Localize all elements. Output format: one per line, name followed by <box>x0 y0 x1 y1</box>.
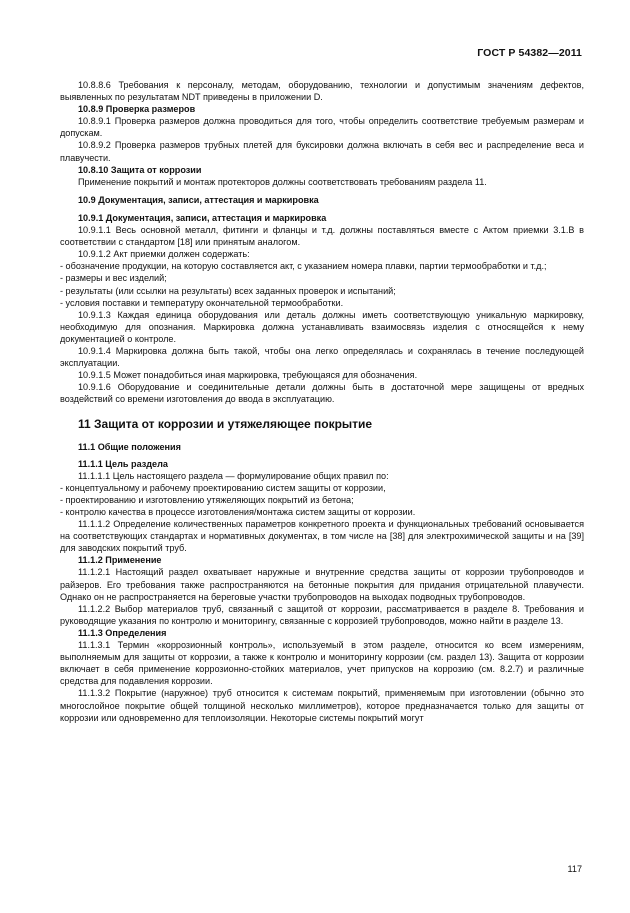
list-item: - проектированию и изготовлению утяжеляющих покрытий из бетона; <box>60 494 354 505</box>
paragraph: 10.9.1.4 Маркировка должна быть такой, чтобы она легко определялась и сохранялась в течение последующей эксплуатации. <box>60 345 584 369</box>
list-item: - концептуальному и рабочему проектированию систем защиты от коррозии, <box>60 482 386 493</box>
paragraph: 10.8.9.1 Проверка размеров должна проводиться для того, чтобы определить соответствие требуемым размерам и допускам. <box>60 116 584 139</box>
subsection-heading: 11.1.3 Определения <box>78 627 167 638</box>
paragraph: 11.1.2.2 Выбор материалов труб, связанный с защитой от коррозии, рассматривается в разделе 8. Требования и руководящие указания по контролю и мониторингу, связанные с коррозией трубопроводов, можно найти в разделе 13. <box>60 603 584 626</box>
section-heading: 11.1 Общие положения <box>78 441 181 452</box>
document-header: ГОСТ Р 54382—2011 <box>477 47 582 59</box>
list-item: - контролю качества в процессе изготовления/монтажа систем защиты от коррозии. <box>60 507 416 517</box>
list-item: - обозначение продукции, на которую составляется акт, с указанием номера плавки, партии термообработки и т.д.; <box>60 261 547 272</box>
subsection-heading: 10.9.1 Документация, записи, аттестация и маркировка <box>78 212 327 223</box>
list-item: - условия поставки и температуру окончательной термообработки. <box>60 297 344 308</box>
paragraph: 11.1.2.1 Настоящий раздел охватывает наружные и внутренние средства защиты от коррозии трубопроводов и райзеров. Его требования также распространяются на бетонные покрытия для придания отрицательной плавучести. Однако он не распространяется на береговые участки трубопроводов на выходах подводных трубопроводов. <box>60 567 584 602</box>
paragraph: 11.1.1.2 Определение количественных параметров конкретного проекта и функциональных требований основывается на соответствующих стандартах и нормативных документах, в том числе на [38] для электрохимической защиты и на [39] для заводских покрытий труб. <box>60 519 584 554</box>
subsection-heading: 10.8.10 Защита от коррозии <box>78 164 202 175</box>
paragraph: 11.1.1.1 Цель настоящего раздела — формулирование общих правил по: <box>78 470 389 481</box>
paragraph: 10.9.1.3 Каждая единица оборудования или деталь должны иметь соответствующую уникальную маркировку, необходимую для опознания. Маркировка должна устанавливать взаимосвязь изделия с относящейся к нему документацией о контроле. <box>60 309 584 344</box>
paragraph: 10.9.1.5 Может понадобиться иная маркировка, требующаяся для обозначения. <box>78 370 418 381</box>
document-body <box>60 79 584 724</box>
subsection-heading: 11.1.1 Цель раздела <box>78 458 168 469</box>
subsection-heading: 10.8.9 Проверка размеров <box>78 104 196 115</box>
list-item: - результаты (или ссылки на результаты) всех заданных проверок и испытаний; <box>60 285 396 296</box>
paragraph: 10.9.1.6 Оборудование и соединительные детали должны быть в достаточной мере защищены от вредных воздействий со времени изготовления до ввода в эксплуатацию. <box>60 382 584 405</box>
page-number: 117 <box>567 864 582 874</box>
paragraph: 10.8.9.2 Проверка размеров трубных плетей для буксировки должна включать в себя вес и распределение веса и плавучести. <box>60 140 584 163</box>
paragraph: 10.8.8.6 Требования к персоналу, методам, оборудованию, технологии и допустимым значениям дефектов, выявленных по результатам NDT приведены в приложении D. <box>60 80 584 103</box>
section-heading: 10.9 Документация, записи, аттестация и маркировка <box>78 194 319 205</box>
paragraph: 10.9.1.2 Акт приемки должен содержать: <box>78 249 250 260</box>
list-item: - размеры и вес изделий; <box>60 273 167 284</box>
paragraph: 10.9.1.1 Весь основной металл, фитинги и фланцы и т.д. должны поставляться вместе с Актом приемки 3.1.B в соответствии с стандартом [18] или принятым аналогом. <box>60 225 584 248</box>
paragraph: Применение покрытий и монтаж протекторов должны соответствовать требованиям раздела 11. <box>78 176 487 187</box>
subsection-heading: 11.1.2 Применение <box>78 555 162 566</box>
paragraph: 11.1.3.2 Покрытие (наружное) труб относится к системам покрытий, применяемым при изготовлении (обычно это многослойное покрытие общей толщиной несколько миллиметров), которое предназначается только для защиты от коррозии или одновременно для теплоизоляции. Некоторые системы покрытий могут <box>60 688 584 723</box>
paragraph: 11.1.3.1 Термин «коррозионный контроль», используемый в этом разделе, относится ко всем измерениям, выполняемым для защиты от коррозии, а также к контролю и мониторингу коррозии (см. раздел 13). Защита от коррозии включает в себя применение коррозионно-стойких материалов, учет припусков на коррозию (см. 8.2.7) и различные средства для подавления коррозии. <box>60 640 584 687</box>
chapter-heading: 11 Защита от коррозии и утяжеляющее покрытие <box>78 417 373 432</box>
